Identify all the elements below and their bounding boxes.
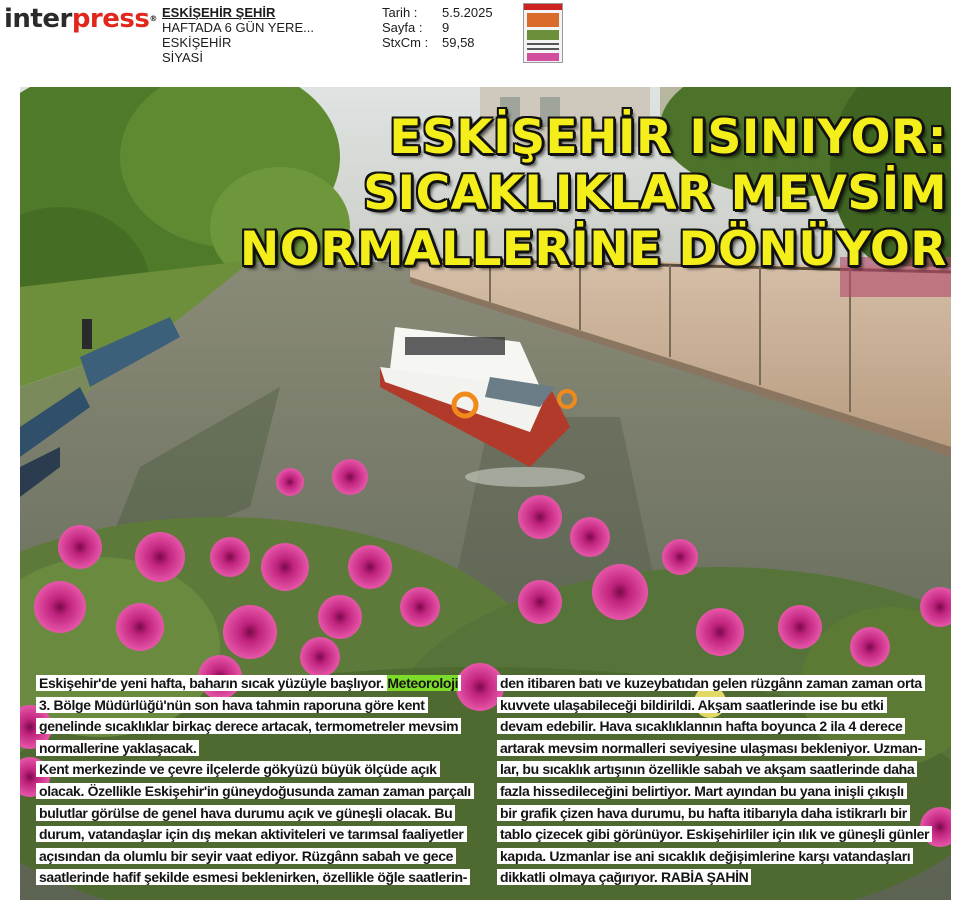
headline-line-3: NORMALLERİNE DÖNÜYOR <box>239 222 947 277</box>
publication-frequency: HAFTADA 6 GÜN YERE... <box>162 20 314 35</box>
publication-category: SİYASİ <box>162 50 203 65</box>
article-left-line-5: Kent merkezinde ve çevre ilçelerde gökyüzü büyük ölçüde açık <box>36 761 440 777</box>
date-label: Tarih : <box>382 5 418 20</box>
stxcm-value: 59,58 <box>442 35 475 50</box>
highlighted-term: Meteoroloji <box>387 675 459 691</box>
interpress-logo <box>4 4 157 34</box>
stxcm-row <box>382 35 493 50</box>
article-left-line-6: olacak. Özellikle Eskişehir'in güneydoğusunda zaman zaman parçalı <box>36 783 474 799</box>
article-left-line-10: saatlerinde hafif şekilde esmesi beklenirken, özellikle öğle saatlerin- <box>36 869 470 885</box>
headline-line-1: ESKİŞEHİR ISINIYOR: <box>389 110 947 165</box>
publication-info <box>162 5 362 65</box>
page-row <box>382 20 493 35</box>
article-left-line-7: bulutlar görülse de genel hava durumu açık ve güneşli olacak. Bu <box>36 805 455 821</box>
article-left-line-2: 3. Bölge Müdürlüğü'nün son hava tahmin raporuna göre kent <box>36 697 428 713</box>
article-right-line-8: tablo çizecek gibi görünüyor. Eskişehirliler için ılık ve güneşli günler <box>497 826 932 842</box>
date-row <box>382 5 493 20</box>
article-left-line-3: genelinde sıcaklıklar birkaç derece artacak, termometreler mevsim <box>36 718 461 734</box>
article-right-line-3: devam edebilir. Hava sıcaklıklannın hafta boyunca 2 ila 4 derece <box>497 718 905 734</box>
date-value: 5.5.2025 <box>442 5 493 20</box>
logo-part-inter: inter <box>4 4 72 34</box>
page-value: 9 <box>442 20 450 35</box>
publication-name: ESKİŞEHİR ŞEHİR <box>162 5 276 20</box>
article-left-line-4: normallerine yaklaşacak. <box>36 740 199 756</box>
article-right-line-7: bir grafik çizen hava durumu, bu hafta itibarıyla daha istikrarlı bir <box>497 805 910 821</box>
publication-region: ESKİŞEHİR <box>162 35 232 50</box>
article-left-line-9: açısından da olumlu bir seyir vaat ediyor. Rüzgânn sabah ve gece <box>36 848 456 864</box>
headline-line-2: SICAKLIKLAR MEVSİM <box>363 166 947 221</box>
headline <box>240 110 947 278</box>
stxcm-label: StxCm : <box>382 35 429 50</box>
page-label: Sayfa : <box>382 20 423 35</box>
article-right-line-2: kuvvete ulaşabileceği bildirildi. Akşam saatlerinde ise bu etki <box>497 697 887 713</box>
article-column-right <box>497 673 937 889</box>
article-right-line-5: lar, bu sıcaklık artışının özellikle sabah ve akşam saatlerinde daha <box>497 761 917 777</box>
article-left-line-8: durum, vatandaşlar için dış mekan aktiviteleri ve tarımsal faaliyetler <box>36 826 467 842</box>
article-right-line-10: dikkatli olmaya çağırıyor. RABİA ŞAHİN <box>497 869 751 885</box>
article-left-line-1: Eskişehir'de yeni hafta, baharın sıcak yüzüyle başlıyor. <box>39 675 384 691</box>
article-right-line-9: kapıda. Uzmanlar ise ani sıcaklık değişimlerine karşı vatandaşları <box>497 848 913 864</box>
logo-part-press: press <box>71 4 150 34</box>
clipping-meta <box>382 5 493 50</box>
registered-mark: ® <box>149 14 157 23</box>
article-right-line-6: fazla hissedileceğini belirtiyor. Mart ayından bu yana inişli çıkışlı <box>497 783 907 799</box>
article-right-line-4: artarak mevsim normalleri seviyesine ulaşması bekleniyor. Uzman- <box>497 740 925 756</box>
page-thumbnail[interactable] <box>523 3 563 63</box>
article-column-left <box>36 673 486 889</box>
article-right-line-1: den itibaren batı ve kuzeybatıdan gelen rüzgânn zaman zaman orta <box>497 675 925 691</box>
